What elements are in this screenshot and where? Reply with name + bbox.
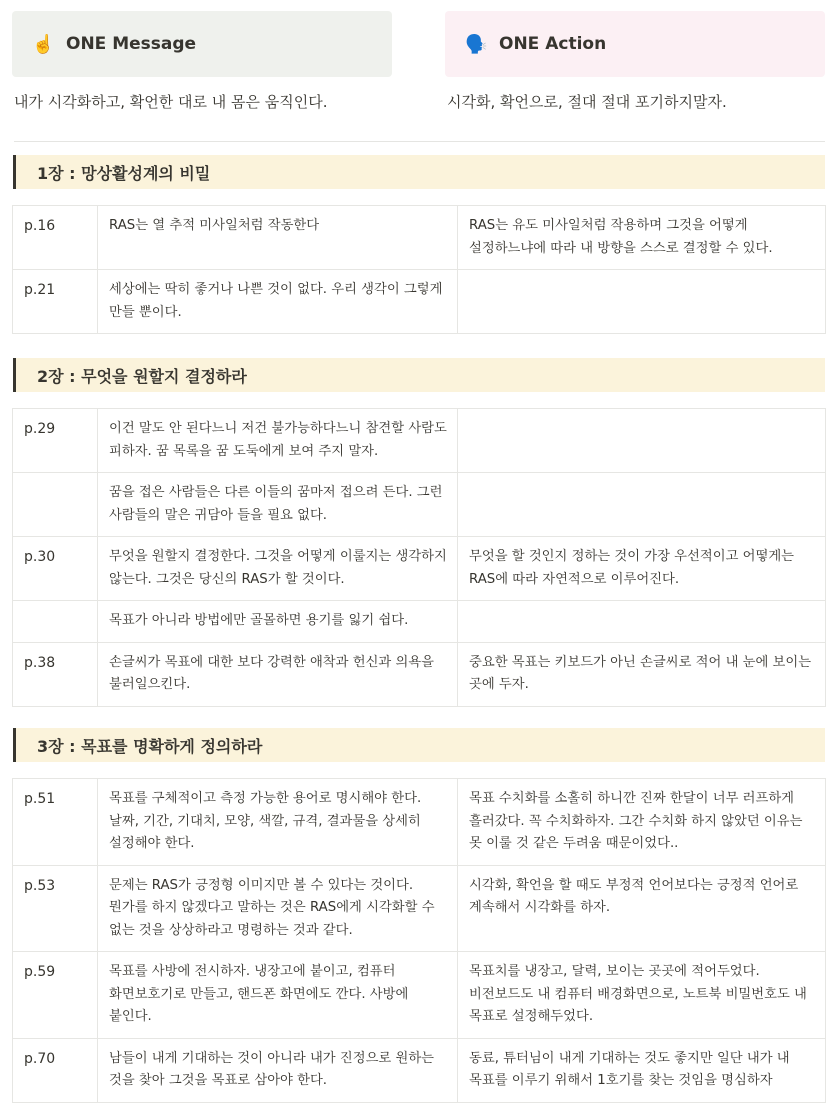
chapter-3-heading: 3장 : 목표를 명확하게 정의하라 [13,728,825,762]
page-number: p.29 [13,409,98,473]
note-cell [458,409,826,473]
table-row [13,779,826,866]
page-number: p.70 [13,1038,98,1102]
quote-cell: RAS는 열 추적 미사일처럼 작동한다 [98,206,458,270]
page-number [13,473,98,537]
table-row [13,270,826,334]
table-row [13,952,826,1039]
note-cell: 무엇을 할 것인지 정하는 것이 가장 우선적이고 어떻게는 RAS에 따라 자연적으로 이루어진다. [458,537,826,601]
quote-cell: 이건 말도 안 된다느니 저건 불가능하다느니 참견할 사람도 피하자. 꿈 목록을 꿈 도둑에게 보여 주지 말자. [98,409,458,473]
quote-cell: 무엇을 원할지 결정한다. 그것을 어떻게 이룰지는 생각하지 않는다. 그것은 당신의 RAS가 할 것이다. [98,537,458,601]
page-number [13,601,98,643]
pointing-finger-icon: ☝️ [32,33,55,55]
one-message-callout [12,11,392,77]
note-cell [458,601,826,643]
one-action-title: ONE Action [499,34,607,54]
page-number: p.30 [13,537,98,601]
quote-cell: 꿈을 접은 사람들은 다른 이들의 꿈마저 접으려 든다. 그런 사람들의 말은 귀담아 들을 필요 없다. [98,473,458,537]
one-action-text: 시각화, 확언으로, 절대 절대 포기하지말자. [447,93,727,111]
table-row [13,642,826,706]
one-message-title: ONE Message [66,34,197,54]
quote-cell: 목표를 구체적이고 측정 가능한 용어로 명시해야 한다. 날짜, 기간, 기대치, 모양, 색깔, 규격, 결과물을 상세히 설정해야 한다. [98,779,458,866]
table-row [13,206,826,270]
table-row [13,409,826,473]
page-number: p.51 [13,779,98,866]
chapter-1-table [12,205,826,334]
page-number: p.38 [13,642,98,706]
table-row [13,473,826,537]
quote-cell: 손글씨가 목표에 대한 보다 강력한 애착과 헌신과 의욕을 불러일으킨다. [98,642,458,706]
page-number: p.16 [13,206,98,270]
note-cell: 동료, 튜터님이 내게 기대하는 것도 좋지만 일단 내가 내 목표를 이루기 위해서 1호기를 찾는 것임을 명심하자 [458,1038,826,1102]
quote-cell: 목표가 아니라 방법에만 골몰하면 용기를 잃기 쉽다. [98,601,458,643]
note-cell [458,270,826,334]
note-cell: 중요한 목표는 키보드가 아닌 손글씨로 적어 내 눈에 보이는 곳에 두자. [458,642,826,706]
chapter-2-heading: 2장 : 무엇을 원할지 결정하라 [13,358,825,392]
table-row [13,865,826,952]
note-cell: 시각화, 확언을 할 때도 부정적 언어보다는 긍정적 언어로 계속해서 시각화를 하자. [458,865,826,952]
quote-cell: 목표를 사방에 전시하자. 냉장고에 붙이고, 컴퓨터 화면보호기로 만들고, 핸드폰 화면에도 깐다. 사방에 붙인다. [98,952,458,1039]
speaking-head-icon: 🗣️ [465,33,488,55]
table-row [13,1038,826,1102]
one-action-callout [445,11,825,77]
table-row [13,601,826,643]
page-number: p.21 [13,270,98,334]
table-row [13,537,826,601]
note-cell: 목표 수치화를 소홀히 하니깐 진짜 한달이 너무 러프하게 흘러갔다. 꼭 수치화하자. 그간 수치화 하지 않았던 이유는 못 이룰 것 같은 두려움 때문이었다.. [458,779,826,866]
page-number: p.59 [13,952,98,1039]
one-message-text: 내가 시각화하고, 확언한 대로 내 몸은 움직인다. [14,93,328,111]
chapter-3-table [12,778,826,1103]
note-cell: 목표치를 냉장고, 달력, 보이는 곳곳에 적어두었다. 비전보드도 내 컴퓨터 배경화면으로, 노트북 비밀번호도 내 목표로 설정해두었다. [458,952,826,1039]
quote-cell: 남들이 내게 기대하는 것이 아니라 내가 진정으로 원하는 것을 찾아 그것을 목표로 삼아야 한다. [98,1038,458,1102]
quote-cell: 세상에는 딱히 좋거나 나쁜 것이 없다. 우리 생각이 그렇게 만들 뿐이다. [98,270,458,334]
chapter-1-heading: 1장 : 망상활성계의 비밀 [13,155,825,189]
note-cell: RAS는 유도 미사일처럼 작용하며 그것을 어떻게 설정하느냐에 따라 내 방향을 스스로 결정할 수 있다. [458,206,826,270]
divider [14,141,825,142]
note-cell [458,473,826,537]
page-number: p.53 [13,865,98,952]
chapter-2-table [12,408,826,707]
quote-cell: 문제는 RAS가 긍정형 이미지만 볼 수 있다는 것이다. 뭔가를 하지 않겠다고 말하는 것은 RAS에게 시각화할 수 없는 것을 상상하라고 명령하는 것과 같다. [98,865,458,952]
